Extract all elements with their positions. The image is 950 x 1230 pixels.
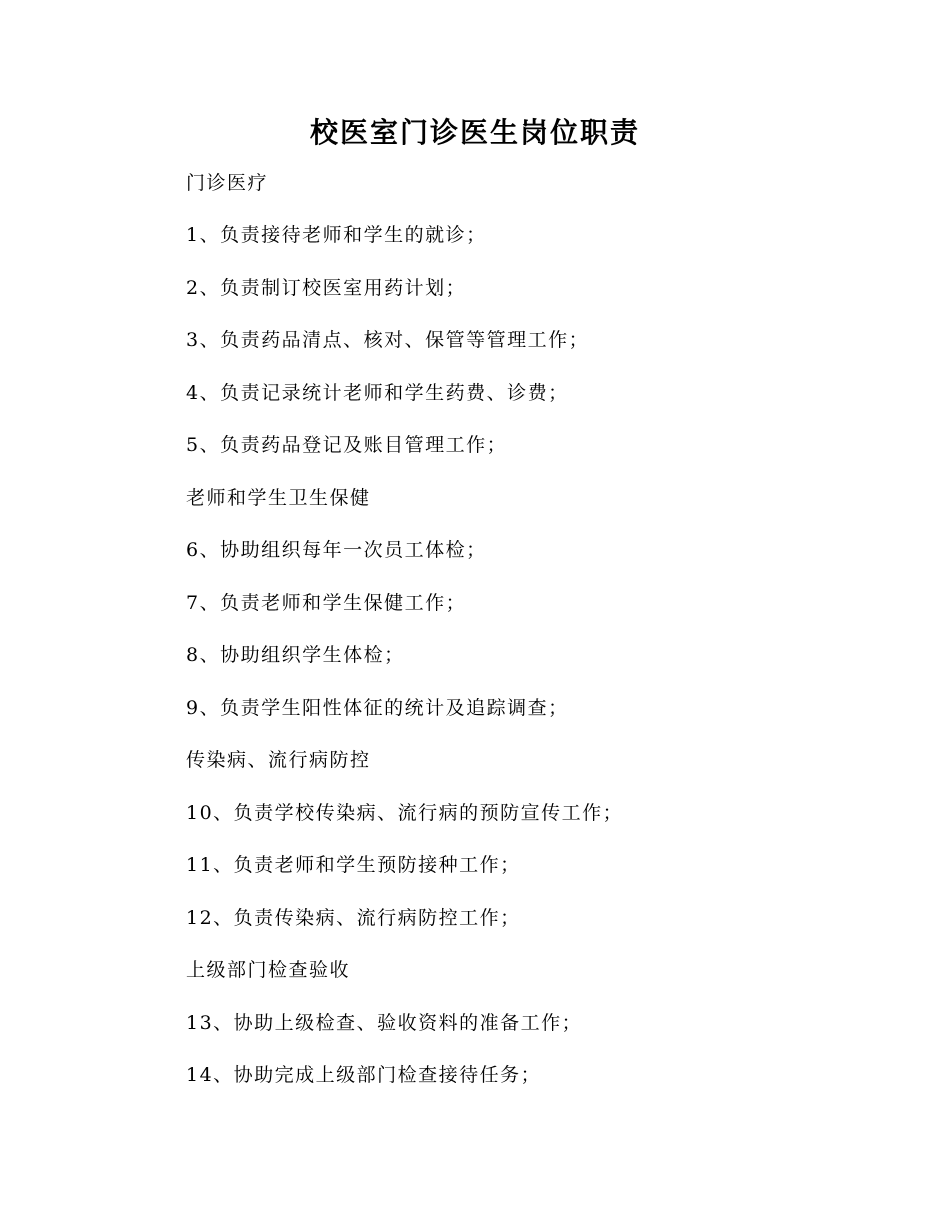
section-heading-disease-control: 传染病、流行病防控 bbox=[186, 749, 371, 771]
duty-item-2: 2、负责制订校医室用药计划； bbox=[186, 277, 467, 299]
duty-item-3: 3、负责药品清点、核对、保管等管理工作； bbox=[186, 329, 590, 351]
duty-item-1: 1、负责接待老师和学生的就诊； bbox=[186, 224, 487, 246]
document-title: 校医室门诊医生岗位职责 bbox=[309, 116, 640, 149]
duty-item-13: 13、协助上级检查、验收资料的准备工作； bbox=[186, 1012, 583, 1034]
duty-item-5: 5、负责药品登记及账目管理工作； bbox=[186, 434, 508, 456]
section-heading-clinic: 门诊医疗 bbox=[186, 172, 269, 194]
duty-item-14: 14、协助完成上级部门检查接待任务； bbox=[186, 1064, 542, 1086]
section-heading-inspection: 上级部门检查验收 bbox=[186, 959, 351, 981]
duty-item-12: 12、负责传染病、流行病防控工作； bbox=[186, 907, 521, 929]
duty-item-4: 4、负责记录统计老师和学生药费、诊费； bbox=[186, 382, 569, 404]
duty-item-7: 7、负责老师和学生保健工作； bbox=[186, 592, 467, 614]
duty-item-6: 6、协助组织每年一次员工体检； bbox=[186, 539, 487, 561]
duty-item-10: 10、负责学校传染病、流行病的预防宣传工作； bbox=[186, 802, 624, 824]
duty-item-11: 11、负责老师和学生预防接种工作； bbox=[186, 854, 521, 876]
duty-item-9: 9、负责学生阳性体征的统计及追踪调查； bbox=[186, 697, 569, 719]
section-heading-health-care: 老师和学生卫生保健 bbox=[186, 487, 371, 509]
duty-item-8: 8、协助组织学生体检； bbox=[186, 644, 405, 666]
